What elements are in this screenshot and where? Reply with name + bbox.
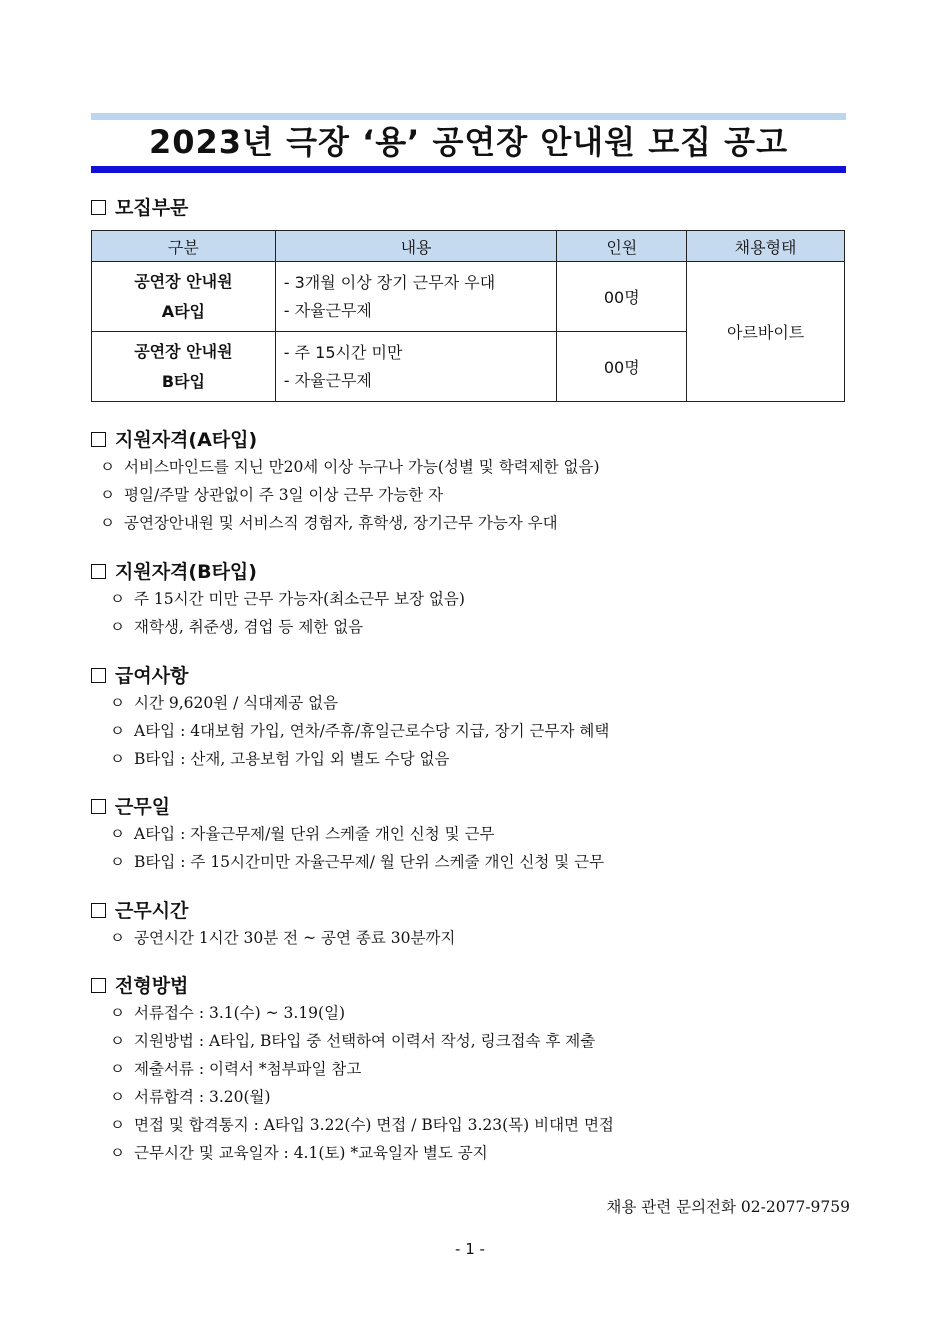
bullet-circle-icon: ㅇ [110,1032,125,1050]
section-pay [91,661,188,688]
list-item-text: 지원방법 : A타입, B타입 중 선택하여 이력서 작성, 링크접속 후 제출 [134,1032,596,1050]
checkbox-square-icon [91,432,106,447]
table-header-row [92,231,845,262]
table-header-employment: 채용형태 [687,231,845,262]
content-line: - 주 15시간 미만 [283,342,403,362]
list-item [110,689,609,717]
section-pay-title: 급여사항 [115,665,189,687]
list-item [110,613,465,641]
recruit-table [91,230,845,402]
bullet-circle-icon: ㅇ [100,486,115,504]
bullet-circle-icon: ㅇ [110,694,125,712]
type-line: 공연장 안내원 [134,271,233,291]
section-qual-a-title: 지원자격(A타입) [115,429,258,451]
type-line: 공연장 안내원 [134,341,233,361]
list-item-text: 서류접수 : 3.1(수) ~ 3.19(일) [134,1004,346,1022]
section-qual-b-title: 지원자격(B타입) [115,561,257,583]
list-item-text: B타입 : 주 15시간미만 자율근무제/ 월 단위 스케줄 개인 신청 및 근무 [134,853,605,871]
section-qual-b [91,557,257,584]
list-item-text: 면접 및 합격통지 : A타입 3.22(수) 면접 / B타입 3.23(목) 비대면 면접 [134,1116,614,1134]
table-header-type: 구분 [92,231,276,262]
bullet-circle-icon: ㅇ [110,1116,125,1134]
list-item [110,1111,614,1139]
list-item-text: 공연시간 1시간 30분 전 ~ 공연 종료 30분까지 [134,929,456,947]
bullet-circle-icon: ㅇ [110,722,125,740]
bullet-circle-icon: ㅇ [110,750,125,768]
list-item [100,453,600,481]
list-item-text: 시간 9,620원 / 식대제공 없음 [134,694,339,712]
list-item [110,1139,614,1167]
list-item [110,1027,614,1055]
qual-b-list [110,585,465,641]
table-cell-count: 00명 [557,262,687,332]
table-header-count: 인원 [557,231,687,262]
table-cell-count: 00명 [557,332,687,402]
bullet-circle-icon: ㅇ [110,825,125,843]
list-item-text: 제출서류 : 이력서 *첨부파일 참고 [134,1060,362,1078]
qual-a-list [100,453,600,537]
list-item-text: 서류합격 : 3.20(월) [134,1088,271,1106]
list-item [110,999,614,1027]
section-workday [91,792,170,819]
checkbox-square-icon [91,903,106,918]
type-line: B타입 [161,371,205,391]
bullet-circle-icon: ㅇ [100,458,115,476]
checkbox-square-icon [91,799,106,814]
table-cell-content [275,262,557,332]
worktime-list [110,924,455,952]
content-line: - 자율근무제 [283,300,372,320]
page-title: 2023년 극장 ‘용’ 공연장 안내원 모집 공고 [149,123,788,161]
list-item-text: 주 15시간 미만 근무 가능자(최소근무 보장 없음) [134,590,465,608]
bullet-circle-icon: ㅇ [110,929,125,947]
bullet-circle-icon: ㅇ [110,853,125,871]
section-selection-title: 전형방법 [115,975,189,997]
list-item [110,1083,614,1111]
bullet-circle-icon: ㅇ [100,514,115,532]
list-item-text: 평일/주말 상관없이 주 3일 이상 근무 가능한 자 [124,486,444,504]
section-recruit-title: 모집부문 [115,197,189,219]
list-item [110,820,604,848]
list-item [110,1055,614,1083]
section-worktime-title: 근무시간 [115,900,189,922]
list-item [110,745,609,773]
list-item [110,848,604,876]
table-cell-type [92,332,276,402]
type-line: A타입 [161,301,206,321]
checkbox-square-icon [91,564,106,579]
list-item-text: A타입 : 4대보험 가입, 연차/주휴/휴일근로수당 지급, 장기 근무자 혜택 [134,722,610,740]
list-item-text: 서비스마인드를 지닌 만20세 이상 누구나 가능(성별 및 학력제한 없음) [124,458,600,476]
list-item [100,481,600,509]
section-qual-a [91,425,257,452]
bullet-circle-icon: ㅇ [110,1060,125,1078]
list-item-text: 근무시간 및 교육일자 : 4.1(토) *교육일자 별도 공지 [134,1144,488,1162]
list-item [110,585,465,613]
list-item-text: 공연장안내원 및 서비스직 경험자, 휴학생, 장기근무 가능자 우대 [124,514,558,532]
selection-list [110,999,614,1167]
bullet-circle-icon: ㅇ [110,618,125,636]
list-item [100,509,600,537]
bullet-circle-icon: ㅇ [110,1004,125,1022]
content-line: - 3개월 이상 장기 근무자 우대 [283,272,496,292]
title-bottom-bar [91,166,846,173]
bullet-circle-icon: ㅇ [110,590,125,608]
contact-info: 채용 관련 문의전화 02-2077-9759 [606,1198,850,1216]
checkbox-square-icon [91,978,106,993]
page-number: - 1 - [455,1240,485,1258]
table-cell-employment: 아르바이트 [687,262,845,402]
bullet-circle-icon: ㅇ [110,1144,125,1162]
bullet-circle-icon: ㅇ [110,1088,125,1106]
list-item-text: A타입 : 자율근무제/월 단위 스케줄 개인 신청 및 근무 [134,825,495,843]
table-header-content: 내용 [275,231,557,262]
checkbox-square-icon [91,200,106,215]
checkbox-square-icon [91,668,106,683]
table-cell-type [92,262,276,332]
content-line: - 자율근무제 [283,370,372,390]
table-cell-content [275,332,557,402]
table-row [92,262,845,332]
list-item [110,924,455,952]
list-item-text: 재학생, 취준생, 겸업 등 제한 없음 [134,618,364,636]
pay-list [110,689,609,773]
list-item-text: B타입 : 산재, 고용보험 가입 외 별도 수당 없음 [134,750,450,768]
workday-list [110,820,604,876]
section-recruit [91,193,188,220]
section-selection [91,971,188,998]
section-worktime [91,896,188,923]
list-item [110,717,609,745]
section-workday-title: 근무일 [115,796,171,818]
